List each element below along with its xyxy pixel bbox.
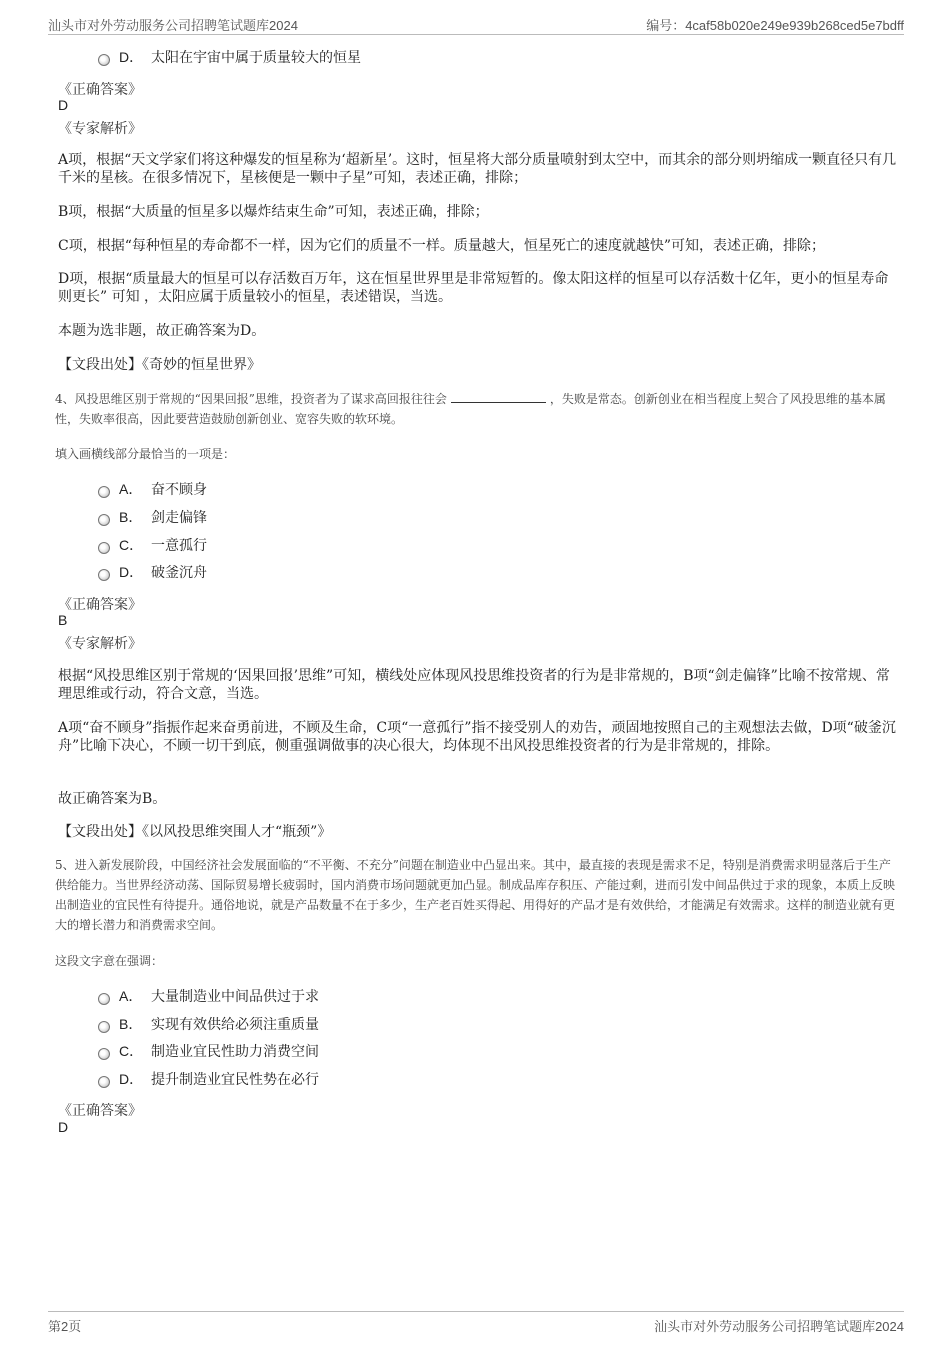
q3-answer-label: 《正确答案》 xyxy=(58,82,142,98)
q5-answer: D xyxy=(58,1119,69,1135)
q5-answer-label: 《正确答案》 xyxy=(58,1103,142,1119)
option-text: 大量制造业中间品供过于求 xyxy=(151,989,319,1005)
radio-icon[interactable] xyxy=(98,542,110,554)
radio-icon[interactable] xyxy=(98,54,110,66)
footer-title: 汕头市对外劳动服务公司招聘笔试题库2024 xyxy=(654,1319,904,1334)
radio-icon[interactable] xyxy=(98,1048,110,1060)
q4-stem-before: 4、风投思维区别于常规的“因果回报”思维，投资者为了谋求高回报往往会 xyxy=(55,392,447,406)
q5-option-d[interactable] xyxy=(98,1068,319,1090)
q3-answer: D xyxy=(58,97,69,113)
q4-stem-after: ，失败是常态。创新创业在相当程度上契合了风投思维的基本属性，失败率很高，因此要营造鼓励创新创业、宽容失败的软环境。 xyxy=(55,392,886,426)
q4-analysis-conclusion: 故正确答案为B。 xyxy=(58,791,167,807)
q4-blank xyxy=(451,390,546,403)
q4-stem xyxy=(55,389,900,429)
option-text: 破釜沉舟 xyxy=(151,565,207,581)
radio-icon[interactable] xyxy=(98,993,110,1005)
option-letter: B． xyxy=(119,509,143,525)
q4-answer: B xyxy=(58,612,68,628)
footer-page-number: 第2页 xyxy=(48,1319,82,1334)
q3-analysis-a: A项，根据“天文学家们将这种爆发的恒星称为‘超新星’。这时，恒星将大部分质量喷射到太空中，而其余的部分则坍缩成一颗直径只有几千米的星核。在很多情况下，星核便是一颗中子星”可知，表述正确，排除； xyxy=(58,152,897,186)
radio-icon[interactable] xyxy=(98,1076,110,1088)
option-text: 剑走偏锋 xyxy=(151,510,207,526)
option-text: 提升制造业宜民性势在必行 xyxy=(151,1072,319,1088)
q4-analysis-label: 《专家解析》 xyxy=(58,636,142,652)
option-letter: D． xyxy=(119,564,144,580)
radio-icon[interactable] xyxy=(98,514,110,526)
option-letter: C． xyxy=(119,537,144,553)
q4-analysis-others: A项“奋不顾身”指振作起来奋勇前进，不顾及生命，C项“一意孤行”指不接受别人的劝告，顽固地按照自己的主观想法去做，D项“破釜沉舟”比喻下决心，不顾一切干到底，侧重强调做事的决心很大，均体现不出风投思维投资者的行为是非常规的，排除。 xyxy=(58,720,896,754)
option-letter: B． xyxy=(119,1016,143,1032)
q3-analysis-label: 《专家解析》 xyxy=(58,121,142,137)
q5-option-c[interactable] xyxy=(98,1040,319,1062)
radio-icon[interactable] xyxy=(98,486,110,498)
q5-option-a[interactable] xyxy=(98,985,319,1007)
page-header xyxy=(48,10,904,35)
header-code: 编号：4caf58b020e249e939b268ced5e7bdff xyxy=(646,18,904,33)
radio-icon[interactable] xyxy=(98,1021,110,1033)
option-letter: A． xyxy=(119,481,143,497)
q4-option-b[interactable] xyxy=(98,506,207,528)
option-text: 一意孤行 xyxy=(151,538,207,554)
q3-analysis-c: C项，根据“每种恒星的寿命都不一样，因为它们的质量不一样。质量越大，恒星死亡的速度就越快”可知，表述正确，排除； xyxy=(58,238,826,254)
option-text: 制造业宜民性助力消费空间 xyxy=(151,1044,319,1060)
option-letter: D． xyxy=(119,1071,144,1087)
q3-source: 【文段出处】《奇妙的恒星世界》 xyxy=(58,357,261,373)
page-footer xyxy=(48,1311,904,1336)
q3-analysis-b: B项，根据“大质量的恒星多以爆炸结束生命”可知，表述正确，排除； xyxy=(58,204,489,220)
q4-source: 【文段出处】《以风投思维突围人才“瓶颈”》 xyxy=(58,824,332,840)
option-letter: D． xyxy=(119,49,144,65)
q3-option-d[interactable] xyxy=(98,46,361,68)
q3-analysis-d: D项，根据“质量最大的恒星可以存活数百万年，这在恒星世界里是非常短暂的。像太阳这样的恒星可以存活数十亿年，更小的恒星寿命则更长” 可知 ，太阳应属于质量较小的恒星，表述错误，当选。 xyxy=(58,271,889,305)
q4-option-c[interactable] xyxy=(98,534,207,556)
q5-prompt: 这段文字意在强调： xyxy=(55,954,164,968)
option-text: 奋不顾身 xyxy=(151,482,207,498)
q4-option-d[interactable] xyxy=(98,561,207,583)
radio-icon[interactable] xyxy=(98,569,110,581)
q4-answer-label: 《正确答案》 xyxy=(58,597,142,613)
header-title: 汕头市对外劳动服务公司招聘笔试题库2024 xyxy=(48,18,298,33)
q4-prompt: 填入画横线部分最恰当的一项是： xyxy=(55,447,236,461)
q5-option-b[interactable] xyxy=(98,1013,319,1035)
q4-analysis-main: 根据“风投思维区别于常规的‘因果回报’思维”可知，横线处应体现风投思维投资者的行为是非常规的，B项“剑走偏锋”比喻不按常规、常理思维或行动，符合文意，当选。 xyxy=(58,668,890,702)
q4-option-a[interactable] xyxy=(98,478,207,500)
q5-stem: 5、进入新发展阶段，中国经济社会发展面临的“不平衡、不充分”问题在制造业中凸显出来。其中，最直接的表现是需求不足，特别是消费需求明显落后于生产供给能力。当世界经济动荡、国际贸易增长疲弱时，国内消费市场问题就更加凸显。制成品库存积压、产能过剩，进而引发中间品供过于求的现象，本质上反映出制造业的宜民性有待提升。通俗地说，就是产品数量不在于多少，生产老百姓买得起、用得好的产品才是有效供给，才能满足有效需求。这样的制造业就有更大的增长潜力和消费需求空间。 xyxy=(55,858,896,932)
option-text: 太阳在宇宙中属于质量较大的恒星 xyxy=(151,50,361,66)
q3-analysis-conclusion: 本题为选非题，故正确答案为D。 xyxy=(58,323,266,339)
option-text: 实现有效供给必须注重质量 xyxy=(151,1017,319,1033)
option-letter: A． xyxy=(119,988,143,1004)
option-letter: C． xyxy=(119,1043,144,1059)
